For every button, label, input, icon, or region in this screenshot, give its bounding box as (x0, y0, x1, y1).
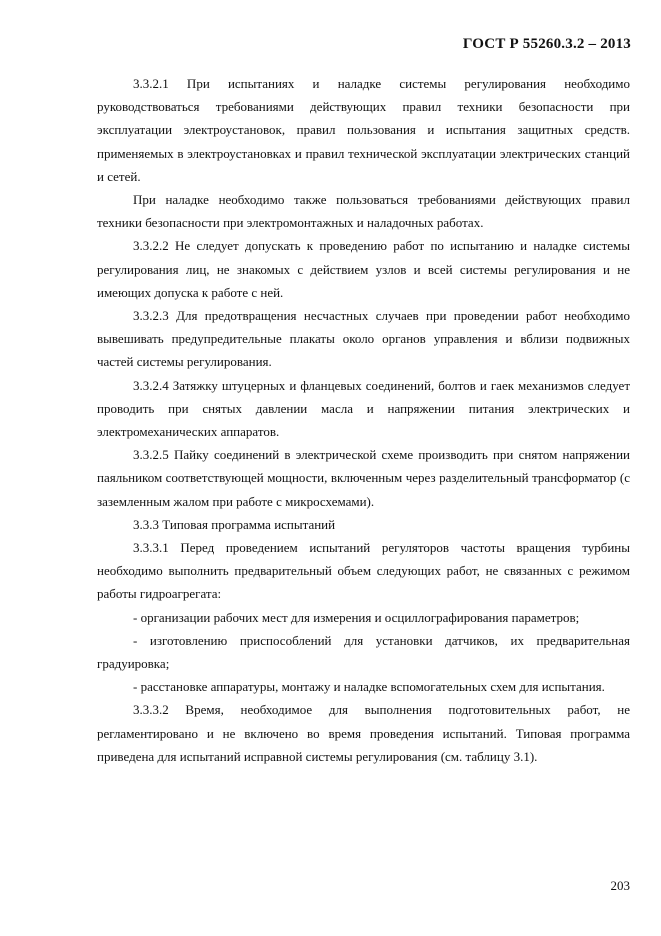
paragraph-setup-safety: При наладке необходимо также пользоваться требованиями действующих правил техники безопасности при электромонтажных и наладочных работах. (97, 192, 630, 231)
paragraph-3-3-2-3: 3.3.2.3 Для предотвращения несчастных случаев при проведении работ необходимо вывешивать предупредительные плакаты около органов управления и вблизи подвижных частей системы регулирования. (97, 308, 630, 370)
page-number: 203 (610, 878, 630, 893)
section-heading-3-3-3: 3.3.3 Типовая программа испытаний (133, 516, 336, 532)
paragraph-3-3-3-1: 3.3.3.1 Перед проведением испытаний регуляторов частоты вращения турбины необходимо выполнить предварительный объем следующих работ, не связанных с режимом работы гидроагрегата: (97, 540, 630, 602)
paragraph-3-3-2-2: 3.3.2.2 Не следует допускать к проведению работ по испытанию и наладке системы регулирования лиц, не знакомых с действием узлов и всей системы регулирования и не имеющих допуска к работе с ней. (97, 238, 630, 300)
document-header: ГОСТ Р 55260.3.2 – 2013 (462, 36, 631, 52)
list-item-equipment: - расстановке аппаратуры, монтажу и наладке вспомогательных схем для испытания. (133, 679, 605, 695)
paragraph-3-3-3-2: 3.3.3.2 Время, необходимое для выполнения подготовительных работ, не регламентировано и не включено во время проведения испытаний. Типовая программа приведена для испытаний исправной системы регулирования (см. таблицу 3.1). (97, 702, 630, 764)
paragraph-3-3-2-1: 3.3.2.1 При испытаниях и наладке системы регулирования необходимо руководствоваться требованиями действующих правил техники безопасности при эксплуатации электроустановок, правил пользования и испытания защитных средств. применяемых в электроустановках и правил технической эксплуатации электрических станций и сетей. (97, 76, 630, 184)
list-item-fixtures: - изготовлению приспособлений для установки датчиков, их предварительная градуировка; (97, 632, 630, 672)
list-item-workplaces: - организации рабочих мест для измерения и осциллографирования параметров; (133, 609, 580, 625)
document-body (97, 72, 630, 768)
paragraph-3-3-2-4: 3.3.2.4 Затяжку штуцерных и фланцевых соединений, болтов и гаек механизмов следует проводить при снятых давлении масла и напряжении питания электрических и электромеханических аппаратов. (97, 377, 630, 440)
paragraph-3-3-2-5: 3.3.2.5 Пайку соединений в электрической схеме производить при снятом напряжении паяльником соответствующей мощности, включенным через разделительный трансформатор (с заземленным жалом при работе с микросхемами). (97, 447, 630, 509)
